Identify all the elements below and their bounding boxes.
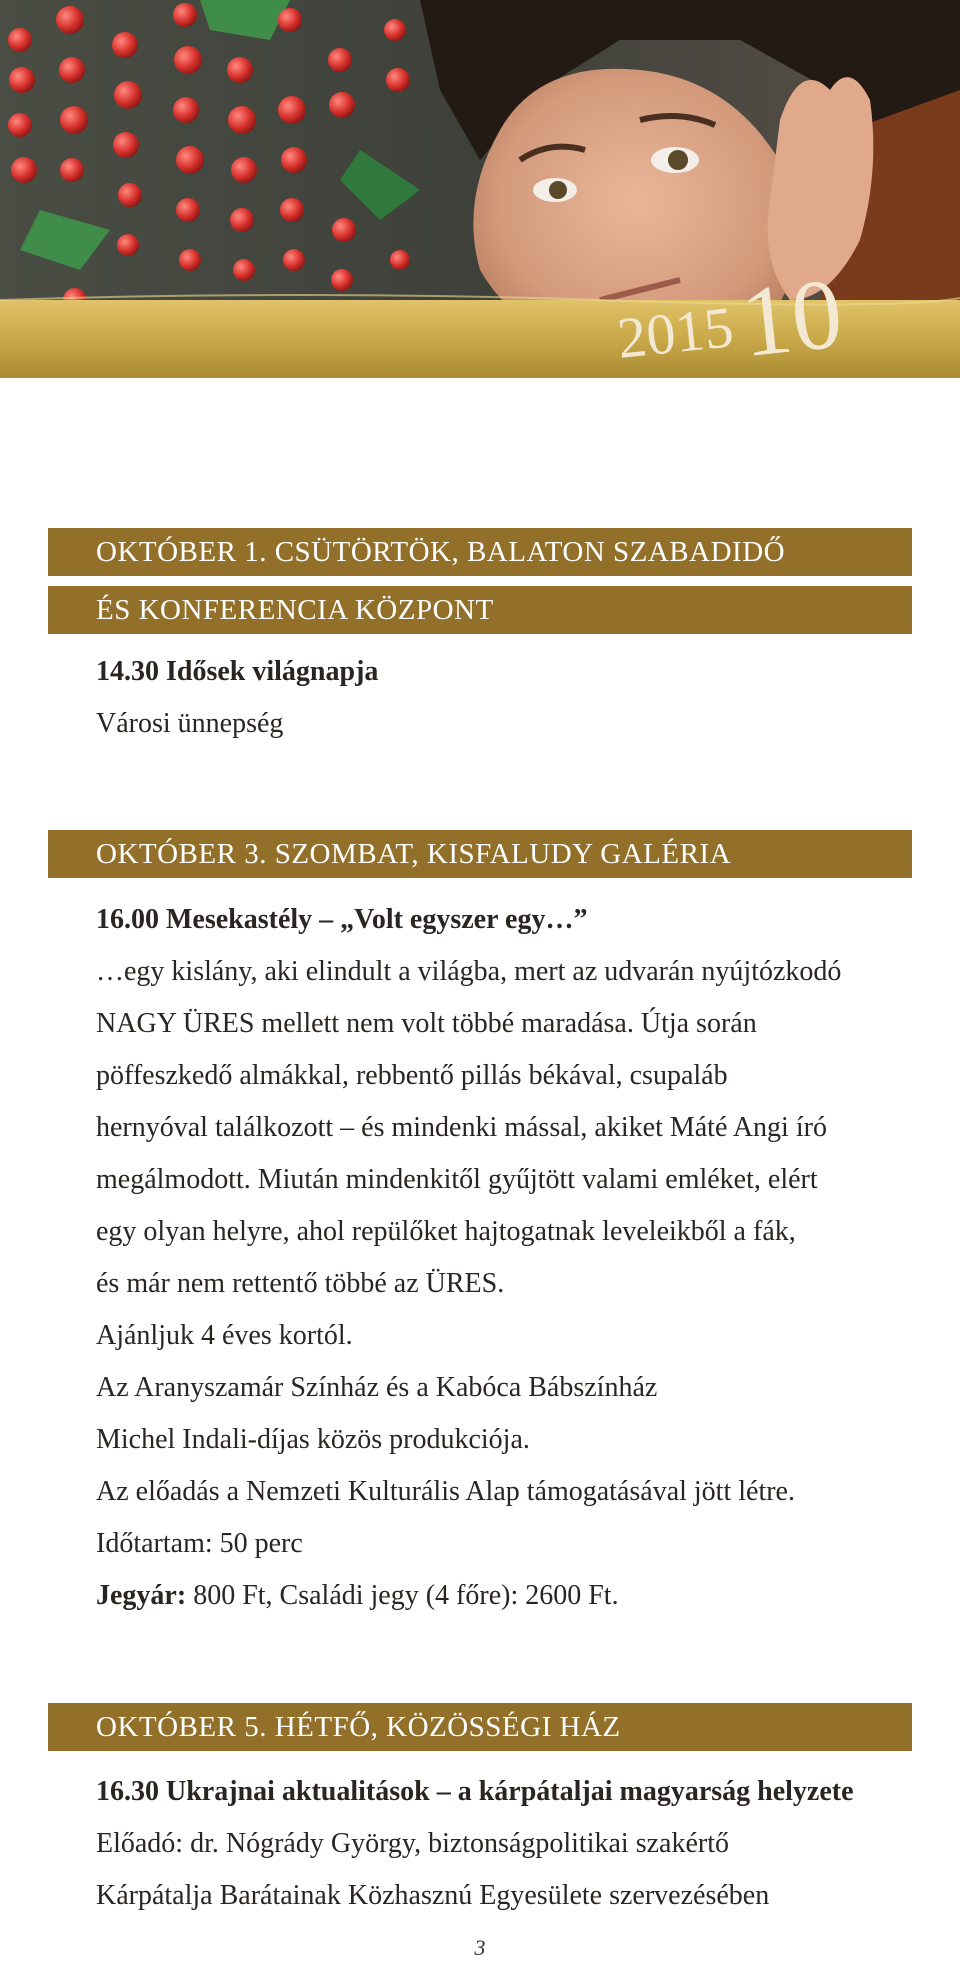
event-2-line: Az Aranyszamár Színház és a Kabóca Bábszínház xyxy=(96,1372,658,1403)
page-number: 3 xyxy=(474,1935,486,1960)
event-2-line: Időtartam: 50 perc xyxy=(96,1528,303,1559)
event-1-line: Városi ünnepség xyxy=(96,708,284,739)
issue-month: 10 xyxy=(736,257,848,379)
event-2-line: hernyóval találkozott – és mindenki mással, akiket Máté Angi író xyxy=(96,1112,827,1143)
event-2-line: Az előadás a Nemzeti Kulturális Alap támogatásával jött létre. xyxy=(96,1476,795,1507)
issue-date xyxy=(614,257,915,480)
event-2-line: Michel Indali-díjas közös produkciója. xyxy=(96,1424,530,1455)
price-label: Jegyár: xyxy=(96,1580,187,1611)
heading-divider xyxy=(48,576,912,586)
event-2-line: megálmodott. Miután mindenkitől gyűjtött valami emléket, elért xyxy=(96,1164,818,1195)
event-2-title: 16.00 Mesekastély – „Volt egyszer egy…” xyxy=(96,904,588,935)
event-3-body xyxy=(96,1766,916,1922)
event-1-heading-line-2: ÉS KONFERENCIA KÖZPONT xyxy=(96,593,494,626)
event-3-line: Kárpátalja Barátainak Közhasznú Egyesülete szervezésében xyxy=(96,1880,770,1911)
event-1-title: 14.30 Idősek világnapja xyxy=(96,656,379,687)
issue-year: 2015 xyxy=(614,294,737,371)
event-2-line: Ajánljuk 4 éves kortól. xyxy=(96,1320,353,1351)
event-2-line: és már nem rettentő többé az ÜRES. xyxy=(96,1268,505,1299)
event-2-heading: OKTÓBER 3. SZOMBAT, KISFALUDY GALÉRIA xyxy=(48,830,912,878)
event-1-heading xyxy=(48,528,912,634)
event-3-title: 16.30 Ukrajnai aktualitások – a kárpátaljai magyarság helyzete xyxy=(96,1776,854,1807)
event-2-line: …egy kislány, aki elindult a világba, mert az udvarán nyújtózkodó xyxy=(96,956,842,987)
event-2-line: egy olyan helyre, ahol repülőket hajtogatnak leveleikből a fák, xyxy=(96,1216,796,1247)
price-value: 800 Ft, Családi jegy (4 főre): 2600 Ft. xyxy=(186,1580,619,1611)
event-3-line: Előadó: dr. Nógrády György, biztonságpolitikai szakértő xyxy=(96,1828,729,1859)
event-2-line: NAGY ÜRES mellett nem volt többé maradása. Útja során xyxy=(96,1008,757,1039)
event-2-body xyxy=(96,894,916,1622)
event-2-price xyxy=(96,1570,916,1622)
event-2-line: pöffeszkedő almákkal, rebbentő pillás békával, csupaláb xyxy=(96,1060,728,1091)
event-1-body xyxy=(96,646,916,750)
event-3-heading: OKTÓBER 5. HÉTFŐ, KÖZÖSSÉGI HÁZ xyxy=(48,1703,912,1751)
event-1-heading-line-1: OKTÓBER 1. CSÜTÖRTÖK, BALATON SZABADIDŐ xyxy=(96,535,786,568)
